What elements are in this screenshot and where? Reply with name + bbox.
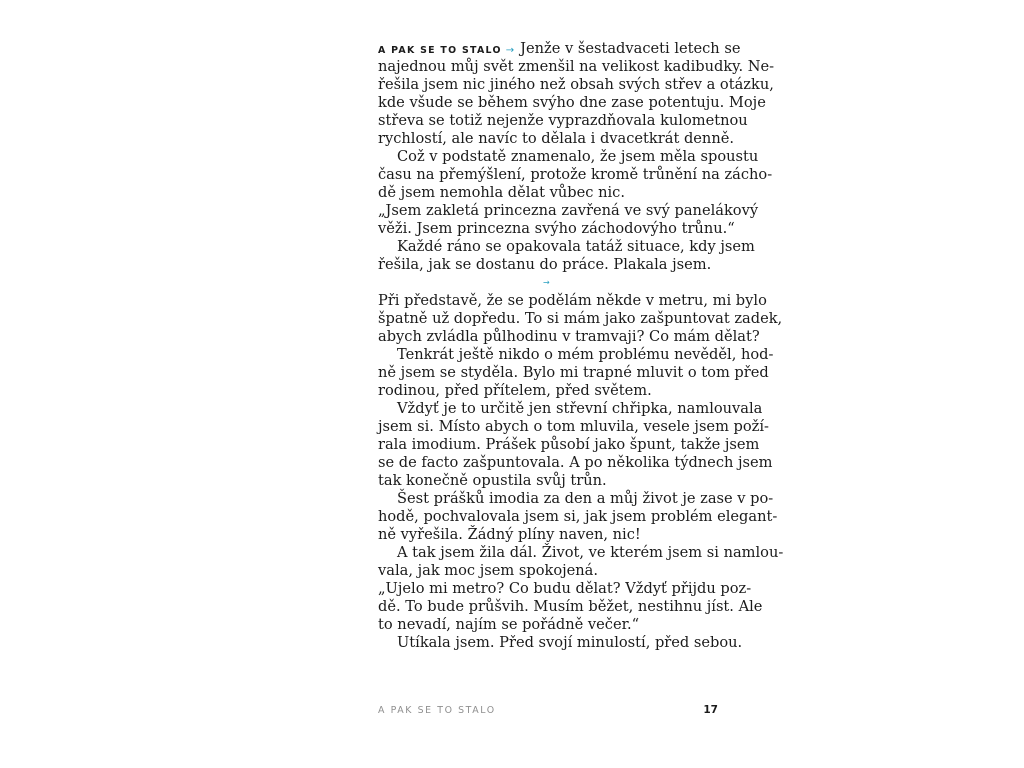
text-line: ně jsem se styděla. Bylo mi trapné mluvit o tom před xyxy=(378,364,769,381)
text-line: střeva se totiž nejenže vyprazdňovala kulometnou xyxy=(378,112,748,129)
text-line: tak konečně opustila svůj trůn. xyxy=(378,472,607,489)
running-footer-title: A PAK SE TO STALO xyxy=(378,705,496,716)
arrow-right-icon: → xyxy=(505,45,515,56)
text-line: rodinou, před přítelem, před světem. xyxy=(378,382,652,399)
opening-line-text: Jenže v šestadvaceti letech se xyxy=(520,40,741,57)
section-break-arrow-icon: → xyxy=(543,278,550,287)
text-line: to nevadí, najím se pořádně večer.“ xyxy=(378,616,640,633)
text-line: Což v podstatě znamenalo, že jsem měla spoustu xyxy=(397,148,759,165)
text-line: kde všude se během svýho dne zase potentuju. Moje xyxy=(378,94,766,111)
text-line: řešila, jak se dostanu do práce. Plakala jsem. xyxy=(378,256,712,273)
text-line: Každé ráno se opakovala tatáž situace, kdy jsem xyxy=(397,238,755,255)
body-text xyxy=(378,40,784,652)
text-line: najednou můj svět zmenšil na velikost kadibudky. Ne- xyxy=(378,58,775,75)
text-line: Utíkala jsem. Před svojí minulostí, před sebou. xyxy=(397,634,743,651)
text-line: dě. To bude průšvih. Musím běžet, nestihnu jíst. Ale xyxy=(378,598,763,615)
page-number: 17 xyxy=(703,704,718,716)
text-line: času na přemýšlení, protože kromě trůnění na zácho- xyxy=(378,166,773,183)
text-line: řešila jsem nic jiného než obsah svých střev a otázku, xyxy=(378,76,774,93)
text-line: jsem si. Místo abych o tom mluvila, vesele jsem poží- xyxy=(378,418,769,435)
section-break xyxy=(378,274,720,292)
text-line: rychlostí, ale navíc to dělala i dvacetkrát denně. xyxy=(378,130,735,147)
text-line: hodě, pochvalovala jsem si, jak jsem problém elegant- xyxy=(378,508,778,525)
text-line: „Jsem zakletá princezna zavřená ve svý panelákový xyxy=(378,202,759,219)
text-line: abych zvládla půlhodinu v tramvaji? Co mám dělat? xyxy=(378,328,760,345)
text-line: špatně už dopředu. To si mám jako zašpuntovat zadek, xyxy=(378,310,783,327)
text-line: Při představě, že se podělám někde v metru, mi bylo xyxy=(378,292,767,309)
text-line: A tak jsem žila dál. Život, ve kterém jsem si namlou- xyxy=(397,544,784,561)
opening-line xyxy=(378,40,741,58)
text-line: rala imodium. Prášek působí jako špunt, takže jsem xyxy=(378,436,760,453)
text-line: vala, jak moc jsem spokojená. xyxy=(378,562,599,579)
text-line: dě jsem nemohla dělat vůbec nic. xyxy=(378,184,625,201)
text-line: „Ujelo mi metro? Co budu dělat? Vždyť přijdu poz- xyxy=(378,580,752,597)
text-line: Tenkrát ještě nikdo o mém problému nevěděl, hod- xyxy=(397,346,774,363)
text-line: Šest prášků imodia za den a můj život je zase v po- xyxy=(397,490,774,507)
text-line: věži. Jsem princezna svýho záchodovýho trůnu.“ xyxy=(378,220,735,237)
text-line: se de facto zašpuntovala. A po několika týdnech jsem xyxy=(378,454,773,471)
text-line: ně vyřešila. Žádný plíny naven, nic! xyxy=(378,526,641,543)
text-line: Vždyť je to určitě jen střevní chřipka, namlouvala xyxy=(397,400,763,417)
chapter-lead-label: A PAK SE TO STALO xyxy=(378,45,502,56)
